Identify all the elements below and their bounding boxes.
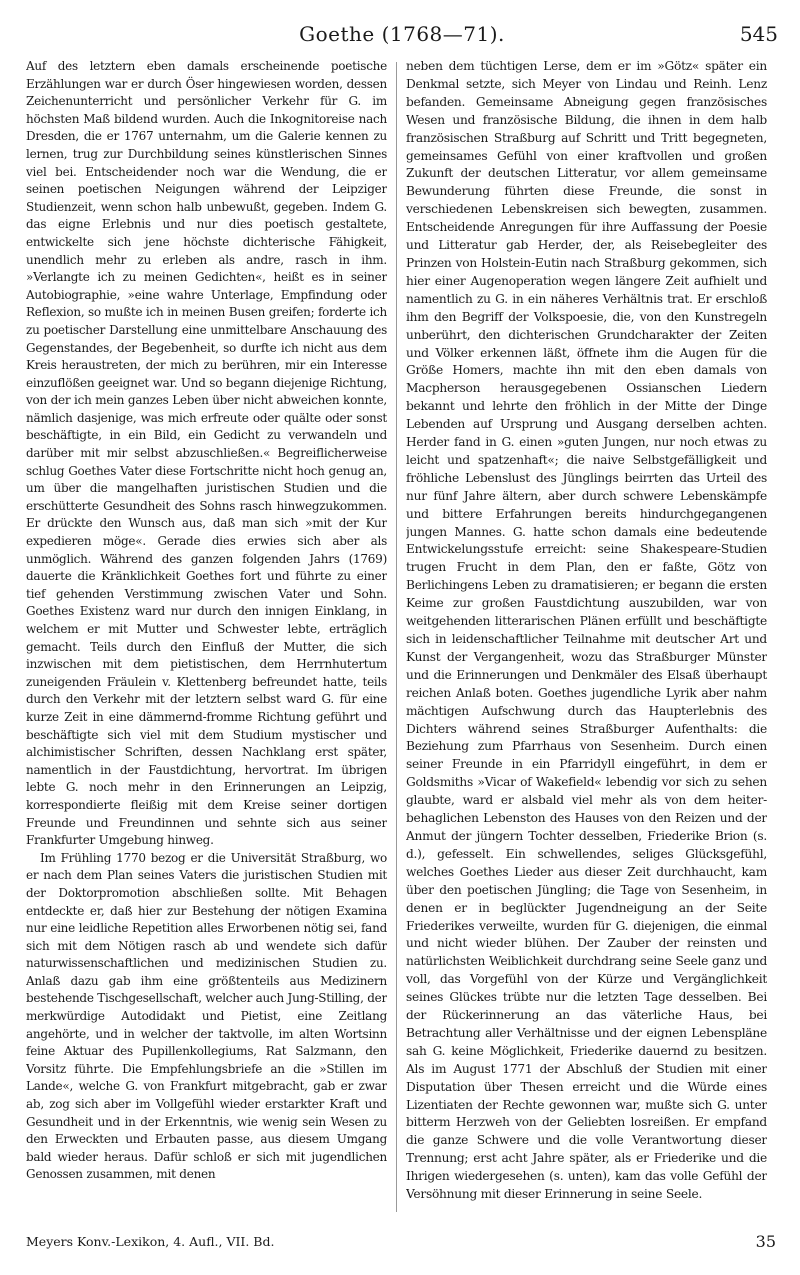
- page-header: [26, 22, 778, 52]
- left-column: [26, 58, 387, 1218]
- imprint-line: Meyers Konv.-Lexikon, 4. Aufl., VII. Bd.: [26, 1234, 275, 1249]
- column-divider: [396, 62, 397, 1212]
- paragraph: Auf des letztern eben damals erscheinende poetische Erzählungen war er durch Öser hingewiesen worden, dessen Zeichenunterricht und persönlicher Verkehr für G. im höchsten Maß bildend wurden. Auch die Inkognitoreise nach Dresden, die er 1767 unternahm, um die Galerie kennen zu lernen, trug zur Durchbildung seines künstlerischen Sinnes viel bei. Entscheidender noch war die Wendung, die er seinen poetischen Neigungen während der Leipziger Studienzeit, wenn schon halb unbewußt, gegeben. Indem G. das eigne Erlebnis und nur dies poetisch gestaltete, entwickelte sich jene höchste dichterische Fähigkeit, unendlich mehr zu erleben als andre, rasch in ihm. »Verlangte ich zu meinen Gedichten«, heißt es in seiner Autobiographie, »eine wahre Unterlage, Empfindung oder Reflexion, so mußte ich in meinen Busen greifen; forderte ich zu poetischer Darstellung eine unmittelbare Anschauung des Gegenstandes, der Begebenheit, so durfte ich nicht aus dem Kreis heraustreten, der mich zu berühren, mir ein Interesse einzuflößen geeignet war. Und so begann diejenige Richtung, von der ich mein ganzes Leben über nicht abweichen konnte, nämlich dasjenige, was mich erfreute oder quälte oder sonst beschäftigte, in ein Bild, ein Gedicht zu verwandeln und darüber mit mir selbst abzuschließen.« Begreiflicherweise schlug Goethes Vater diese Fortschritte nicht hoch genug an, um über die mangelhaften juristischen Studien und die erschütterte Gesundheit des Sohns rasch hinwegzukommen. Er drückte den Wunsch aus, daß man sich »mit der Kur expedieren möge«. Gerade dies erwies sich aber als unmöglich. Während des ganzen folgenden Jahrs (1769) dauerte die Kränklichkeit Goethes fort und führte zu einer tief gehenden Verstimmung zwischen Vater und Sohn. Goethes Existenz ward nur durch den innigen Einklang, in welchem er mit Mutter und Schwester lebte, erträglich gemacht. Teils durch den Einfluß der Mutter, die sich inzwischen mit dem pietistischen, dem Herrnhutertum zuneigenden Fräulein v. Klettenberg befreundet hatte, teils durch den Verkehr mit der letztern selbst ward G. für eine kurze Zeit in eine dämmernd-fromme Richtung geführt und beschäftigte sich viel mit dem Studium mystischer und alchimistischer Schriften, dessen Nachklang erst später, namentlich in der Faustdichtung, hervortrat. Im übrigen lebte G. noch mehr in den Erinnerungen an Leipzig, korrespondierte fleißig mit dem Kreise seiner dortigen Freunde und Freundinnen und sehnte sich aus seiner Frankfurter Umgebung hinweg.: [26, 59, 387, 848]
- paragraph: Im Frühling 1770 bezog er die Universität Straßburg, wo er nach dem Plan seines Vaters die juristischen Studien mit der Doktorpromotion abschließen sollte. Mit Behagen entdeckte er, daß hier zur Bestehung der nötigen Examina nur eine leidliche Repetition alles Erworbenen nötig sei, fand sich mit dem Nötigen rasch ab und wendete sich dafür naturwissenschaftlichen und medizinischen Studien zu. Anlaß dazu gab ihm eine größtenteils aus Medizinern bestehende Tischgesellschaft, welcher auch Jung-Stilling, der merkwürdige Autodidakt und Pietist, eine Zeitlang angehörte, und in welcher der taktvolle, im alten Wortsinn feine Aktuar des Pupillenkollegiums, Rat Salzmann, den Vorsitz führte. Die Empfehlungsbriefe an die »Stillen im Lande«, welche G. von Frankfurt mitgebracht, gab er zwar ab, zog sich aber im Vollgefühl wieder erstarkter Kraft und Gesundheit und in der Erkenntnis, wie wenig sein Wesen zu den Erweckten und Erbauten passe, aus diesem Umgang bald wieder heraus. Dafür schloß er sich mit jugendlichen Genossen zusammen, mit denen: [26, 850, 387, 1182]
- page-footer: [26, 1232, 778, 1256]
- text-columns: [26, 58, 778, 1218]
- signature-mark: 35: [755, 1232, 776, 1251]
- paragraph: neben dem tüchtigen Lerse, dem er im »Götz« später ein Denkmal setzte, sich Meyer von Lindau und Reinh. Lenz befanden. Gemeinsame Abneigung gegen französisches Wesen und französische Bildung, die ihnen in dem halb französischen Straßburg auf Schritt und Tritt begegneten, gemeinsames Gefühl von einer kraftvollen und großen Zukunft der deutschen Litteratur, vor allem gemeinsame Bewunderung führten diese Freunde, die sonst in verschiedenen Lebenskreisen sich bewegten, zusammen. Entscheidende Anregungen für ihre Auffassung der Poesie und Litteratur gab Herder, der, als Reisebegleiter des Prinzen von Holstein-Eutin nach Straßburg gekommen, sich hier einer Augenoperation wegen längere Zeit aufhielt und namentlich zu G. in ein näheres Verhältnis trat. Er erschloß ihm den Begriff der Volkspoesie, die, von den Kunstregeln unberührt, den dichterischen Grundcharakter der Zeiten und Völker erkennen läßt, öffnete ihm die Augen für die Größe Homers, machte ihn mit den eben damals von Macpherson herausgegebenen Ossianschen Liedern bekannt und lehrte den fröhlich in der Mitte der Dinge Lebenden auf Ursprung und Ausgang derselben achten. Herder fand in G. einen »guten Jungen, nur noch etwas zu leicht und spatzenhaft«; die naive Selbstgefälligkeit und fröhliche Lebenslust des Jünglings beirrten das Urteil des nur fünf Jahre ältern, aber durch schwere Lebenskämpfe und bittere Erfahrungen bereits hindurchgegangenen jungen Mannes. G. hatte schon damals eine bedeutende Entwickelungsstufe erreicht: seine Shakespeare-Studien trugen Frucht in dem Plan, den er faßte, Götz von Berlichingens Leben zu dramatisieren; er begann die ersten Keime zur großen Faustdichtung auszubilden, war von weitgehenden litterarischen Plänen erfüllt und beschäftigte sich in leidenschaftlicher Teilnahme mit deutscher Art und Kunst der Vergangenheit, wozu das Straßburger Münster und die Erinnerungen und Denkmäler des Elsaß überhaupt reichen Anlaß boten. Goethes jugendliche Lyrik aber nahm mächtigen Aufschwung durch das Haupterlebnis des Dichters während seines Straßburger Aufenthalts: die Beziehung zum Pfarrhaus von Sesenheim. Durch einen seiner Freunde in ein Pfarridyll eingeführt, in dem er Goldsmiths »Vicar of Wakefield« lebendig vor sich zu sehen glaubte, ward er alsbald viel mehr als von dem heiter-behaglichen Lebenston des Hauses von den Reizen und der Anmut der jüngern Tochter desselben, Friederike Brion (s. d.), gefesselt. Ein schwellendes, seliges Glücksgefühl, welches Goethes Lieder aus dieser Zeit durchhaucht, kam über den poetischen Jüngling; die Tage von Sesenheim, in denen er in beglückter Jugendneigung an der Seite Friederikes verweilte, wurden für G. diejenigen, die einmal und nicht wieder blühen. Der Zauber der reinsten und natürlichsten Weiblichkeit durchdrang seine Seele ganz und voll, das Vorgefühl von der Kürze und Vergänglichkeit seines Glückes trübte nur die letzten Tage desselben. Bei der Rückerinnerung an das väterliche Haus, bei Betrachtung aller Verhältnisse und der eignen Lebenspläne sah G. keine Möglichkeit, Friederike dauernd zu besitzen. Als im August 1771 der Abschluß der Studien mit einer Disputation über Thesen erreicht und die Würde eines Lizentiaten der Rechte gewonnen war, mußte sich G. unter bitterm Herzweh von der Geliebten losreißen. Er empfand die ganze Schwere und die volle Verantwortung dieser Trennung; erst acht Jahre später, als er Friederike und die Ihrigen wiedergesehen (s. unten), kam das volle Gefühl der Versöhnung mit dieser Erinnerung in seine Seele.: [406, 59, 767, 1202]
- page-number: 545: [739, 22, 778, 46]
- running-title: Goethe (1768—71).: [299, 22, 505, 46]
- right-column: [406, 58, 767, 1218]
